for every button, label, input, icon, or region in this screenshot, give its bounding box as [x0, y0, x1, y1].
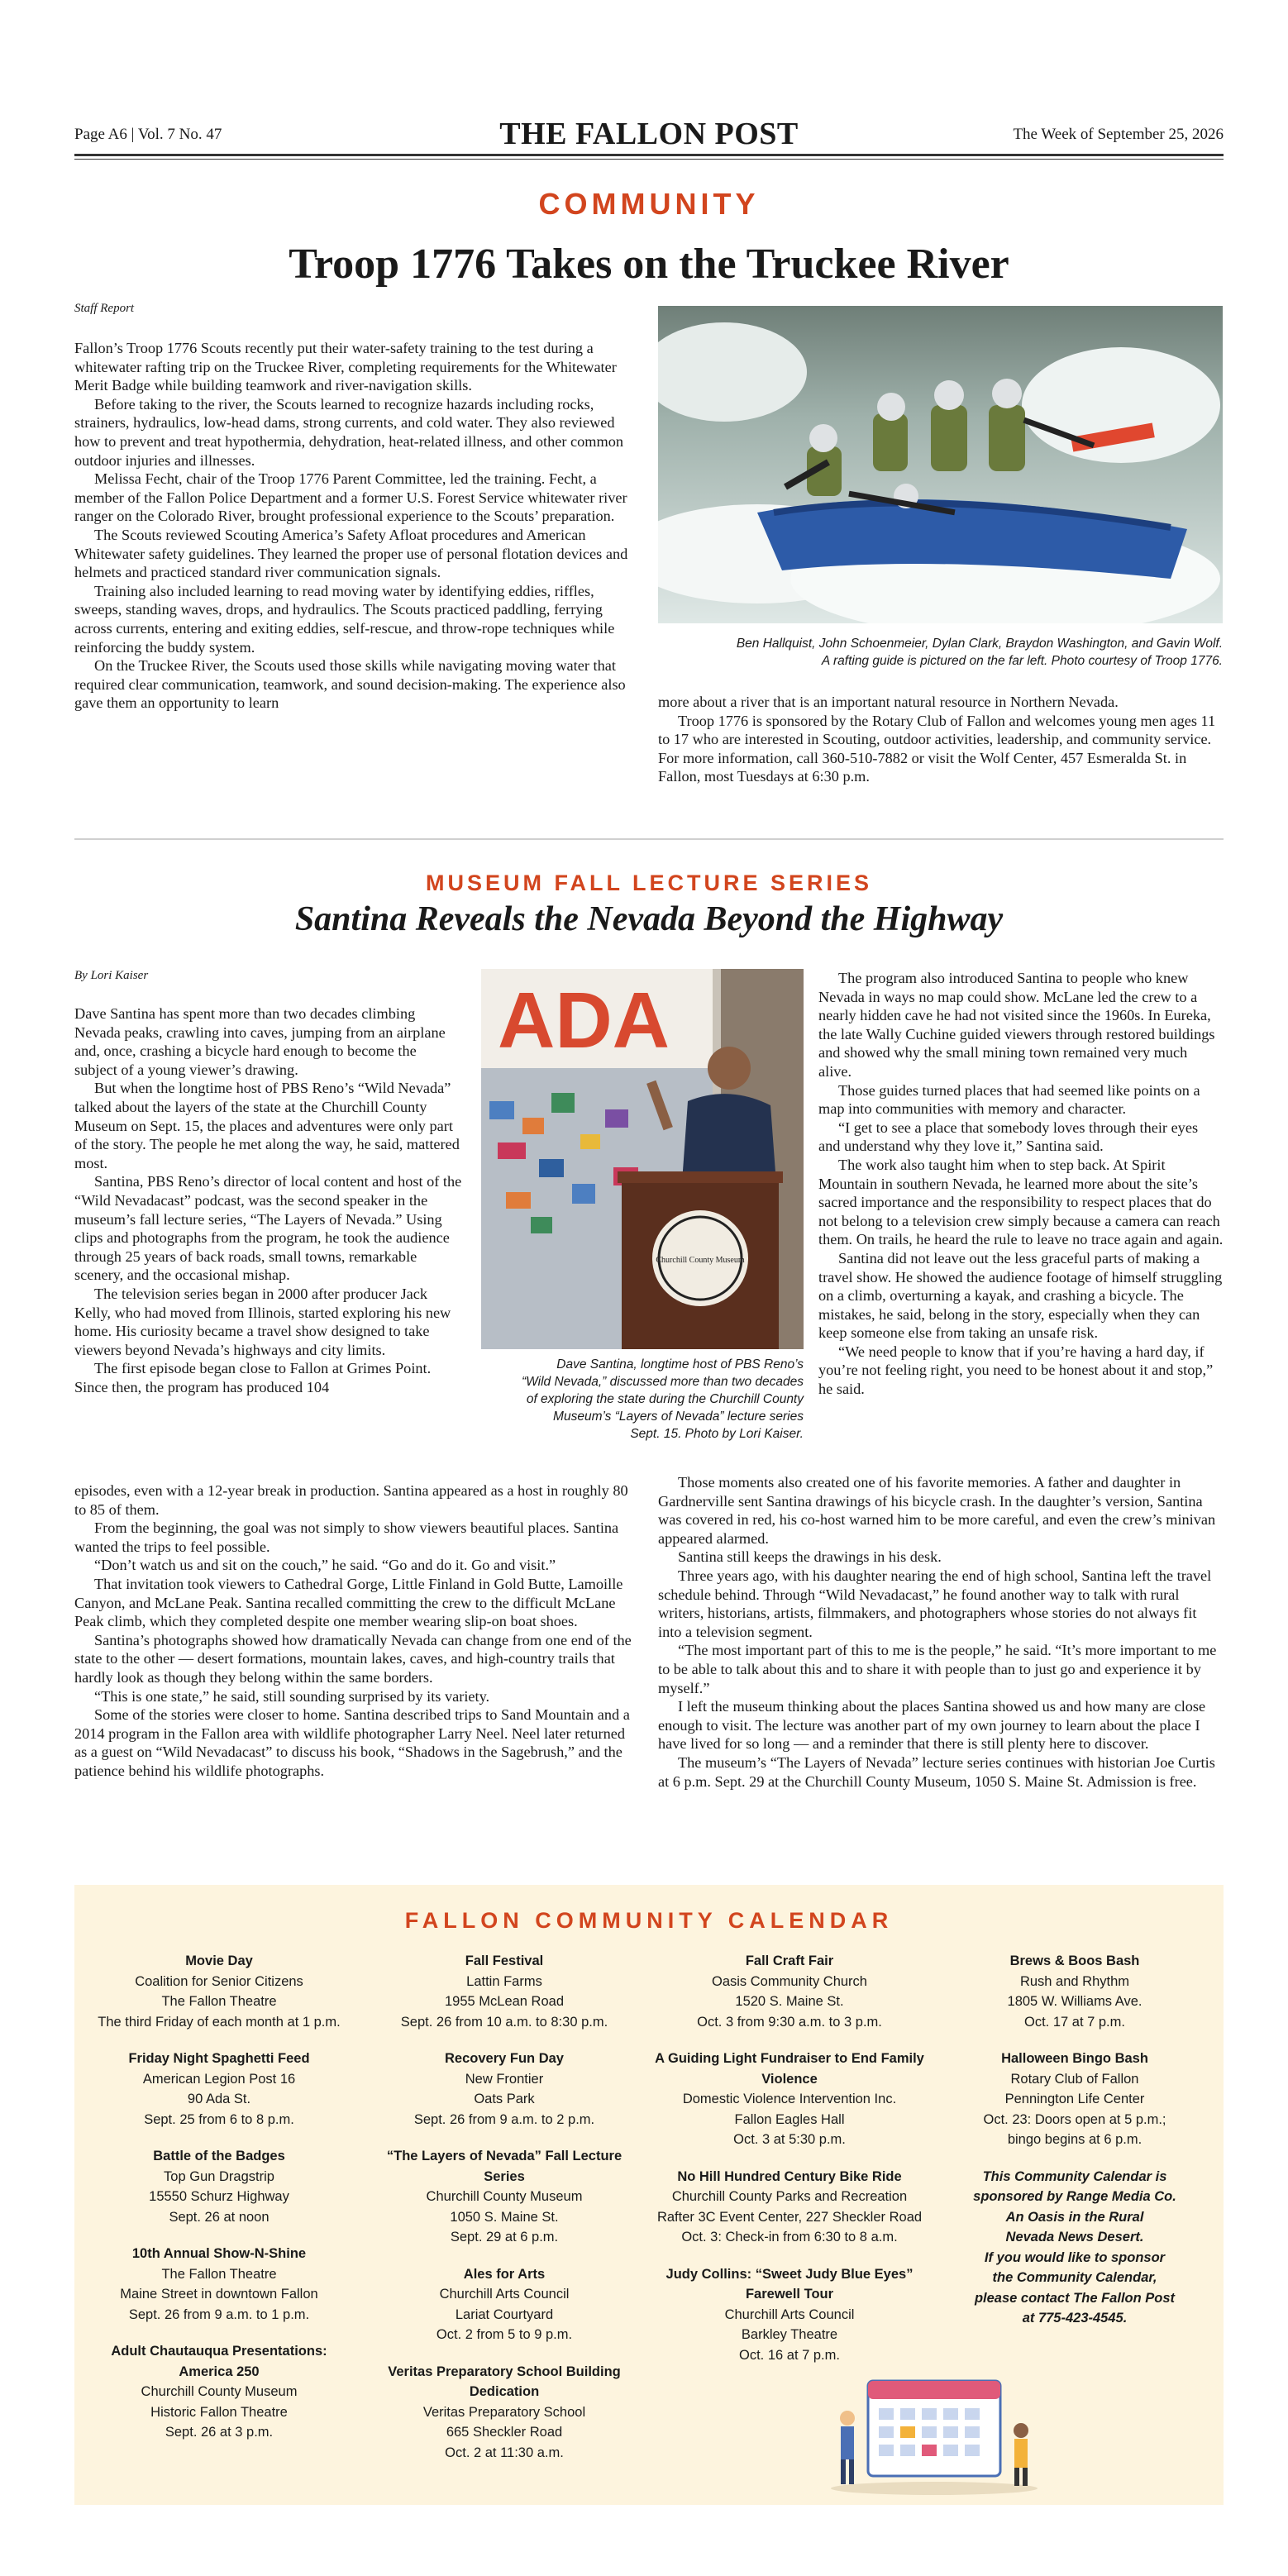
paragraph: I left the museum thinking about the places Santina showed us and how many are close enough to visit. The lecture was another part of my own journey to learn about the place I have lived for so long — and a reminder that there is still plenty here to discover. [658, 1698, 1206, 1753]
event-detail: Oct. 23: Doors open at 5 p.m.; [983, 2111, 1166, 2127]
story2-column-3-top [818, 969, 1224, 1399]
paragraph: Santina, PBS Reno’s director of local content and host of the “Wild Nevadacast” podcast, was the second speaker in the museum’s fall lecture series, “The Layers of Nevada.” Using clips and photographs from the program, he took the audience through 25 years of back roads, small towns, remarkable scenery, and the occasional mishap. [74, 1173, 462, 1284]
calendar-event [368, 2146, 641, 2248]
paragraph: Troop 1776 is sponsored by the Rotary Club of Fallon and welcomes young men ages 11 to 17 who are interested in Scouting, outdoor activities, leadership, and community service. For more information, call 360-510-7882 or visit the Wolf Center, 457 Esmeralda St. in Fallon, most Tuesdays at 6:30 p.m. [658, 712, 1216, 785]
paragraph: Training also included learning to read moving water by identifying eddies, riffles, sweeps, standing waves, drops, and hydraulics. The Scouts practiced paddling, ferrying across currents, entering and exiting eddies, self-rescue, and throw-rope techniques while reinforcing the buddy system. [74, 582, 615, 656]
story2-column-1-top [74, 1004, 463, 1396]
event-title: No Hill Hundred Century Bike Ride [677, 2168, 902, 2184]
story2-headline: Santina Reveals the Nevada Beyond the Highway [294, 900, 1004, 938]
calendar-event [653, 2167, 926, 2248]
event-title: 10th Annual Show-N-Shine [131, 2246, 307, 2261]
event-detail: Veritas Preparatory School [422, 2404, 586, 2420]
event-detail: American Legion Post 16 [142, 2071, 296, 2087]
event-detail: Oct. 3 from 9:30 a.m. to 3 p.m. [697, 2014, 882, 2030]
paragraph: The museum’s “The Layers of Nevada” lecture series continues with historian Joe Curtis at 6 p.m. Sept. 29 at the Churchill County Museum, 1050 S. Maine St. Admission is free. [658, 1753, 1215, 1790]
paragraph: “I get to see a place that somebody loves through their eyes and understand why they love it,” Santina said. [818, 1119, 1199, 1155]
paragraph: From the beginning, the goal was not simply to show viewers beautiful places. Santina wanted the trips to feel possible. [74, 1519, 619, 1555]
newspaper-name: THE FALLON POST [499, 117, 799, 151]
paragraph: Before taking to the river, the Scouts learned to recognize hazards including rocks, strainers, hydraulics, low-head dams, strong currents, and cold water. They also reviewed how to prevent and treat hypothermia, dehydration, heat-related illness, and other common outdoor injuries and illnesses. [74, 395, 624, 469]
event-detail: The Fallon Theatre [161, 1994, 277, 2009]
event-detail: Sept. 26 from 9 a.m. to 1 p.m. [128, 2306, 310, 2322]
rafting-photo-caption: Ben Hallquist, John Schoenmeier, Dylan Clark, Braydon Washington, and Gavin Wolf. A rafting guide is pictured on the far left. Photo courtesy of Troop 1776. [736, 637, 1223, 668]
event-detail: Pennington Life Center [1004, 2092, 1145, 2106]
event-detail: 1050 S. Maine St. [450, 2209, 559, 2225]
event-detail: Churchill Arts Council [439, 2287, 570, 2302]
paragraph: But when the longtime host of PBS Reno’s “Wild Nevada” talked about the layers of the state at the Churchill County Museum on Sept. 15, the places and adventures were only part of the story. The people he met along the way, he said, mattered most. [74, 1080, 460, 1171]
paragraph: Those moments also created one of his favorite memories. A father and daughter in Gardnerville sent Santina drawings of his bicycle crash. In the daughter’s version, Santina was covered in red, his co-host warned him to be more careful, and even the crew’s minivan appeared alarmed. [658, 1474, 1216, 1547]
event-detail: Top Gun Dragstrip [164, 2168, 274, 2184]
calendar-column-2 [368, 1951, 641, 2479]
story2-column-1-bottom [74, 1481, 639, 1781]
event-detail: bingo begins at 6 p.m. [1007, 2132, 1143, 2147]
paragraph: The first episode began close to Fallon at Grimes Point. Since then, the program has produced 104 [74, 1360, 432, 1395]
calendar-event [653, 1951, 926, 2032]
paragraph: Dave Santina has spent more than two decades climbing Nevada peaks, crawling into caves, jumping from an airplane and, once, crashing a bicycle hard enough to become the subject of a young viewer’s drawing. [74, 1005, 446, 1078]
paragraph: Fallon’s Troop 1776 Scouts recently put their water-safety training to the test during a whitewater rafting trip on the Truckee River, completing requirements for the Whitewater Merit Badge while building teamwork and river-navigation skills. [74, 340, 617, 394]
paragraph: Melissa Fecht, chair of the Troop 1776 Parent Committee, led the training. Fecht, a member of the Fallon Police Department and a former U.S. Forest Service whitewater river ranger on the Colorado River, brought professional experience to the Scouts’ preparation. [74, 470, 627, 525]
section-kicker: COMMUNITY [538, 187, 760, 221]
calendar-event [653, 2049, 926, 2150]
calendar-event [653, 2264, 926, 2366]
podium-seal-text: Churchill County Museum [656, 1256, 745, 1265]
event-detail: Oct. 2 from 5 to 9 p.m. [436, 2327, 573, 2342]
page-info: Page A6 | Vol. 7 No. 47 [74, 126, 222, 143]
event-detail: Oasis Community Church [712, 1973, 867, 1989]
paragraph: The Scouts reviewed Scouting America’s Safety Afloat procedures and American Whitewater safety guidelines. They learned the proper use of personal flotation devices and helmets and practiced standard river communication signals. [74, 526, 628, 581]
calendar-event [938, 2049, 1211, 2150]
event-title: Fall Craft Fair [745, 1953, 834, 1968]
story2-kicker: MUSEUM FALL LECTURE SERIES [425, 871, 873, 895]
calendar-title: FALLON COMMUNITY CALENDAR [404, 1908, 894, 1933]
issue-date: The Week of September 25, 2026 [1013, 126, 1224, 143]
paragraph: Some of the stories were closer to home. Santina described trips to Sand Mountain and a 2014 program in the Fallon area with wildlife photographer Larry Neel. Neel later returned as a guest on “Wild Nevadacast” to discuss his book, “Shadows in the Sagebrush,” and the patience behind his wildlife photographs. [74, 1706, 630, 1779]
event-title: “The Layers of Nevada” Fall Lecture Series [386, 2149, 623, 2184]
event-detail: Churchill Arts Council [724, 2306, 855, 2322]
event-detail: 15550 Schurz Highway [149, 2189, 289, 2204]
calendar-column-3 [653, 1951, 926, 2382]
lecture-photo [481, 969, 804, 1349]
paragraph: “Don’t watch us and sit on the couch,” he said. “Go and do it. Go and visit.” [94, 1557, 556, 1574]
event-detail: 1955 McLean Road [444, 1994, 565, 2009]
event-detail: Oct. 3 at 5:30 p.m. [733, 2132, 846, 2147]
paragraph: more about a river that is an important natural resource in Northern Nevada. [658, 694, 1119, 710]
calendar-column-1 [83, 1951, 355, 2459]
event-detail: 1805 W. Williams Ave. [1007, 1994, 1143, 2009]
sponsor-line: the Community Calendar, [992, 2270, 1157, 2285]
event-detail: Sept. 26 at noon [169, 2209, 270, 2225]
event-detail: Churchill County Museum [141, 2384, 298, 2399]
event-detail: New Frontier [465, 2071, 544, 2087]
paragraph: episodes, even with a 12-year break in production. Santina appeared as a host in roughly 80 to 85 of them. [74, 1482, 628, 1518]
event-detail: Coalition for Senior Citizens [135, 1973, 303, 1989]
paragraph: Santina still keeps the drawings in his desk. [678, 1548, 942, 1566]
sponsor-line: This Community Calendar is [982, 2168, 1167, 2184]
story1-column-2 [658, 693, 1223, 786]
calendar-event [368, 2049, 641, 2130]
calendar-sponsor-note [938, 2167, 1211, 2329]
event-detail: Historic Fallon Theatre [150, 2404, 288, 2420]
event-title: Ales for Arts [463, 2266, 546, 2282]
event-title: Halloween Bingo Bash [1001, 2051, 1148, 2066]
event-detail: Churchill County Museum [426, 2189, 583, 2204]
event-detail: Oct. 16 at 7 p.m. [739, 2347, 840, 2363]
event-detail: Maine Street in downtown Fallon [120, 2287, 318, 2302]
event-detail: Fallon Eagles Hall [734, 2111, 845, 2127]
calendar-event [83, 2049, 355, 2130]
event-detail: Oct. 3: Check-in from 6:30 to 8 a.m. [681, 2230, 898, 2244]
masthead-rule [74, 154, 1224, 160]
masthead [74, 114, 1224, 155]
event-detail: Oct. 2 at 11:30 a.m. [445, 2445, 564, 2460]
event-detail: Churchill County Parks and Recreation [671, 2189, 908, 2204]
sponsor-line: An Oasis in the Rural [1005, 2209, 1144, 2225]
calendar-event [83, 1951, 355, 2032]
paragraph: Santina did not leave out the less graceful parts of making a travel show. He showed the audience footage of himself struggling on a climb, overturning a kayak, and crashing a bicycle. The mistakes, he said, belong in the story, especially when they can keep someone else from taking an unsafe risk. [818, 1249, 1223, 1342]
event-detail: The third Friday of each month at 1 p.m. [98, 2014, 341, 2030]
paragraph: That invitation took viewers to Cathedral Gorge, Little Finland in Gold Butte, Lamoille Canyon, and McLane Peak. Santina recalled committing the crew to the difficult McLane Peak climb, which they completed despite one member wearing slip-on boat shoes. [74, 1575, 623, 1630]
paragraph: “The most important part of this to me is the people,” he said. “It’s more important to me to be able to talk about this and to share it with people than to just go and experience it by myself.” [658, 1642, 1217, 1696]
event-title: Movie Day [185, 1953, 253, 1968]
event-detail: The Fallon Theatre [161, 2266, 277, 2282]
event-title: Brews & Boos Bash [1009, 1953, 1140, 1968]
event-title: Fall Festival [465, 1953, 544, 1968]
event-detail: Sept. 25 from 6 to 8 p.m. [144, 2111, 294, 2127]
paragraph: Three years ago, with his daughter nearing the end of high school, Santina left the travel schedule behind. Through “Wild Nevadacast,” he found another way to talk with rural writers, historians, artists, filmmakers, and photographers whose stories do not always fit into a television segment. [658, 1567, 1212, 1640]
calendar-event [368, 1951, 641, 2032]
section-divider [74, 838, 1224, 840]
paragraph: The television series began in 2000 after producer Jack Kelly, who had moved from Illinois, started exploring his new home. His curiosity became a travel show designed to take viewers beyond Nevada’s highways and city limits. [74, 1285, 451, 1358]
event-title: A Guiding Light Fundraiser to End Family Violence [655, 2051, 924, 2087]
paragraph: Those guides turned places that had seemed like points on a map into communities with memory and character. [818, 1081, 1200, 1118]
event-detail: Rafter 3C Event Center, 227 Sheckler Road [656, 2209, 923, 2225]
paragraph: The work also taught him when to step back. At Spirit Mountain in southern Nevada, he learned more about the site’s sacred importance and the responsibility to respect places that do not belong to a television crew simply because a camera can reach them. On trails, he heard the rule to leave no trace again and again. [818, 1156, 1224, 1248]
event-detail: 90 Ada St. [187, 2092, 251, 2106]
paragraph: “This is one state,” he said, still sounding surprised by its variety. [94, 1687, 490, 1705]
event-detail: Domestic Violence Intervention Inc. [682, 2092, 897, 2106]
sponsor-line: at 775-423-4545. [1022, 2311, 1128, 2326]
paragraph: On the Truckee River, the Scouts used those skills while navigating moving water that required clear communication, teamwork, and sound decision-making. The experience also gave them an opportunity to learn [74, 657, 626, 712]
story2-column-3-bottom [658, 1473, 1223, 1791]
story1-column-1 [74, 339, 630, 713]
event-title: Battle of the Badges [153, 2149, 285, 2163]
paragraph: The program also introduced Santina to people who knew Nevada in ways no map could show. McLane led the crew to a nearly hidden cave he had not visited since the 1960s. In Eureka, the late Wally Cuchine guided viewers through restored buildings and showed why the small mining town remained very much alive. [818, 970, 1215, 1080]
calendar-event [368, 2264, 641, 2345]
sponsor-line: sponsored by Range Media Co. [973, 2189, 1176, 2204]
event-detail: Lariat Courtyard [455, 2306, 554, 2322]
event-title: Recovery Fun Day [445, 2051, 564, 2066]
event-detail: Lattin Farms [466, 1973, 542, 1989]
sponsor-line: Nevada News Desert. [1005, 2230, 1144, 2244]
event-detail: Oct. 17 at 7 p.m. [1024, 2014, 1125, 2030]
event-detail: Sept. 26 from 9 a.m. to 2 p.m. [413, 2111, 595, 2127]
paragraph: Santina’s photographs showed how dramatically Nevada can change from one end of the state to the other — desert formations, mountain lakes, caves, and high-country trails that hardly look as though they belong within the same borders. [74, 1631, 632, 1686]
calendar-illustration [823, 2360, 1046, 2497]
calendar-event [83, 2341, 355, 2443]
story2-byline: By Lori Kaiser [74, 969, 149, 982]
rafting-photo [658, 306, 1223, 623]
calendar-column-4 [938, 1951, 1211, 2329]
calendar-event [83, 2146, 355, 2227]
calendar-event [368, 2362, 641, 2464]
event-title: Judy Collins: “Sweet Judy Blue Eyes” Farewell Tour [665, 2266, 914, 2302]
lecture-photo-caption: Dave Santina, longtime host of PBS Reno’s “Wild Nevada,” discussed more than two decades of exploring the state during the Churchill County Museum’s “Layers of Nevada” lecture series Sept. 15. Photo by Lori Kaiser. [521, 1357, 804, 1441]
event-detail: Sept. 29 at 6 p.m. [450, 2230, 559, 2244]
event-detail: Rush and Rhythm [1019, 1973, 1130, 1989]
event-title: Friday Night Spaghetti Feed [128, 2051, 310, 2066]
event-detail: Oats Park [474, 2092, 535, 2106]
sponsor-line: If you would like to sponsor [984, 2249, 1166, 2265]
sponsor-line: please contact The Fallon Post [974, 2290, 1176, 2306]
event-detail: 665 Sheckler Road [446, 2425, 563, 2440]
story1-headline: Troop 1776 Takes on the Truckee River [289, 241, 1009, 288]
event-detail: Barkley Theatre [741, 2327, 838, 2342]
event-detail: Sept. 26 from 10 a.m. to 8:30 p.m. [400, 2014, 608, 2030]
story1-byline: Staff Report [74, 302, 135, 315]
calendar-event [83, 2244, 355, 2325]
event-detail: Sept. 26 at 3 p.m. [165, 2425, 274, 2440]
event-detail: Rotary Club of Fallon [1010, 2071, 1139, 2087]
calendar-event [938, 1951, 1211, 2032]
event-title: Veritas Preparatory School Building Dedication [388, 2364, 621, 2399]
community-calendar [74, 1885, 1224, 2505]
banner-text: ADA [498, 976, 670, 1065]
event-detail: 1520 S. Maine St. [735, 1994, 844, 2009]
paragraph: “We need people to know that if you’re having a hard day, if you’re not feeling right, you need to be honest about it and stop,” he said. [818, 1343, 1214, 1398]
event-title: Adult Chautauqua Presentations: America 250 [111, 2344, 327, 2379]
